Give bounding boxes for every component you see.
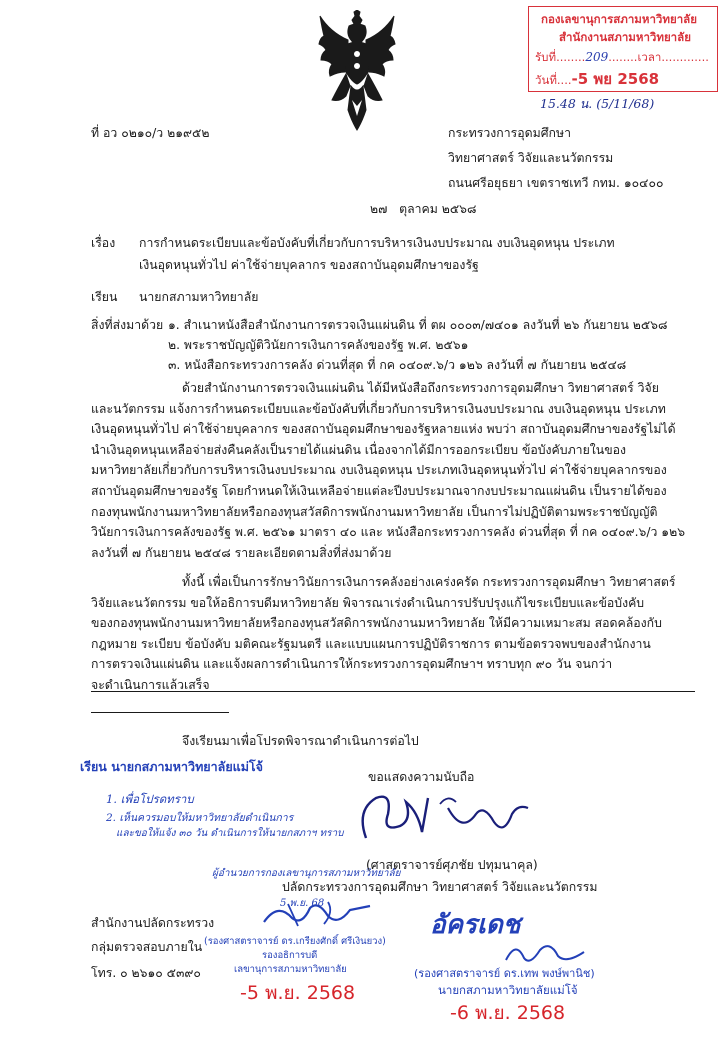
paragraph-line: และนวัตกรรม แจ้งการกำหนดระเบียบและข้อบังคับที่เกี่ยวกับการบริหารเงินงบประมาณ งบเงินอุดหนุน ประเภท — [91, 401, 666, 416]
president-name: (รองศาสตราจารย์ ดร.เทพ พงษ์พานิช) — [414, 967, 595, 980]
paragraph-line: การตรวจเงินแผ่นดิน และแจ้งผลการดำเนินการให้กระทรวงการอุดมศึกษาฯ ทราบทุก ๙๐ วัน จนกว่า — [91, 657, 613, 672]
vice-rector-position-2: เลขานุการสภามหาวิทยาลัย — [234, 964, 347, 975]
annotation-item-1: 1. เพื่อโปรดทราบ — [106, 792, 194, 806]
annotation-item-2b: และขอให้แจ้ง ๓๐ วัน ดำเนินการให้นายกสภาฯ ทราบ — [116, 828, 344, 839]
permanent-secretary-position: ปลัดกระทรวงการอุดมศึกษา วิทยาศาสตร์ วิจัยและนวัตกรรม — [282, 880, 598, 894]
permanent-secretary-signature — [352, 788, 532, 848]
to-label: เรียน — [91, 290, 118, 304]
underline-mark — [91, 691, 695, 692]
stamp-handwritten-time: 15.48 น. (5/11/68) — [540, 96, 655, 111]
permanent-secretary-name: (ศาสตราจารย์ศุภชัย ปทุมนาคุล) — [366, 858, 538, 872]
enclosures-label: สิ่งที่ส่งมาด้วย — [91, 318, 164, 332]
subject-line-1: การกำหนดระเบียบและข้อบังคับที่เกี่ยวกับการบริหารเงินงบประมาณ งบเงินอุดหนุน ประเภท — [139, 236, 615, 250]
body-paragraph-1 — [91, 378, 685, 563]
paragraph-line: ทั้งนี้ เพื่อเป็นการรักษาวินัยการเงินการคลังอย่างเคร่งครัด กระทรวงการอุดมศึกษา วิทยาศาสตร์ — [182, 575, 676, 589]
enclosure-item: ๓. หนังสือกระทรวงการคลัง ด่วนที่สุด ที่ กค ๐๔๐๙.๖/ว ๑๒๖ ลงวันที่ ๗ กันยายน ๒๕๔๘ — [168, 358, 627, 372]
letter-date-day: ๒๗ — [370, 202, 388, 216]
paragraph-line: จะดำเนินการแล้วเสร็จ — [91, 677, 210, 692]
reference-number: ที่ อว ๐๒๑๐/ว ๒๑๙๕๒ — [91, 126, 210, 140]
vice-rector-name: (รองศาสตราจารย์ ดร.เกรียงศักดิ์ ศรีเงินยวง) — [204, 936, 386, 947]
vice-rector-date-stamp: -5 พ.ย. 2568 — [240, 982, 356, 1004]
ministry-line-1: กระทรวงการอุดมศึกษา — [448, 126, 571, 140]
body-paragraph-2 — [91, 572, 675, 696]
vice-rector-position-1: รองอธิการบดี — [262, 950, 318, 961]
annotation-heading: เรียน นายกสภามหาวิทยาลัยแม่โจ้ — [80, 759, 263, 774]
paragraph-line: ของกองทุนพนักงานมหาวิทยาลัยหรือกองทุนสวัสดิการพนักงานมหาวิทยาลัย ให้มีความเหมาะสม สอดคล้องกับ — [91, 616, 662, 631]
annotation-note: ผู้อำนวยการกองเลขานุการสภามหาวิทยาลัย — [212, 868, 401, 879]
garuda-emblem — [318, 10, 396, 132]
enclosure-item: ๑. สำเนาหนังสือสำนักงานการตรวจเงินแผ่นดิน ที่ ตผ ๐๐๐๓/๗๔๐๑ ลงวันที่ ๒๖ กันยายน ๒๕๖๘ — [168, 318, 668, 332]
annotation-date: 5 พ.ย. 68 — [280, 898, 325, 909]
footer-office: สำนักงานปลัดกระทรวง — [91, 916, 215, 930]
enclosure-item: ๒. พระราชบัญญัติวินัยการเงินการคลังของรัฐ พ.ศ. ๒๕๖๑ — [168, 338, 469, 352]
paragraph-line: สถาบันอุดมศึกษาของรัฐ โดยกำหนดให้เงินเหลือจ่ายแต่ละปีงบประมาณจากงบประมาณแผ่นดิน เป็นรายได้ของ — [91, 483, 667, 498]
closing-line: จึงเรียนมาเพื่อโปรดพิจารณาดำเนินการต่อไป — [182, 734, 419, 748]
underline-mark — [91, 712, 229, 713]
paragraph-line: มหาวิทยาลัยเกี่ยวกับการบริหารเงินงบประมาณ งบเงินอุดหนุน ประเภทเงินอุดหนุนทั่วไป ค่าใช้จ่ายบุคลากรของ — [91, 463, 667, 478]
paragraph-line: วินัยการเงินการคลังของรัฐ พ.ศ. ๒๕๖๑ มาตรา ๔๐ และ หนังสือกระทรวงการคลัง ด่วนที่สุด ที่ กค ๐๔๐๙.๖/ว ๑๒๖ — [91, 525, 686, 540]
footer-division: กลุ่มตรวจสอบภายใน — [91, 940, 203, 954]
stamp-date-row: วันที่....-5 พย 2568 — [535, 70, 660, 88]
stamp-receive-row: รับที่........209........เวลา............. — [535, 50, 709, 64]
letter-date — [370, 202, 476, 217]
paragraph-line: ลงวันที่ ๗ กันยายน ๒๕๔๘ รายละเอียดตามสิ่งที่ส่งมาด้วย — [91, 545, 392, 560]
paragraph-line: วิจัยและนวัตกรรม ขอให้อธิการบดีมหาวิทยาลัย พิจารณาเร่งดำเนินการปรับปรุงแก้ไขระเบียบและข้อบังคับ — [91, 595, 645, 610]
subject-label: เรื่อง — [91, 236, 116, 250]
receipt-stamp — [528, 6, 718, 92]
paragraph-line: กองทุนพนักงานมหาวิทยาลัยหรือกองทุนสวัสดิการพนักงานมหาวิทยาลัย เป็นการไม่ปฏิบัติตามพระราชบัญญัติ — [91, 504, 658, 519]
stamp-date-value: -5 พย 2568 — [571, 70, 660, 88]
president-handwriting: อัครเดช — [430, 910, 521, 940]
footer-phone: โทร. ๐ ๒๖๑๐ ๕๓๙๐ — [91, 966, 201, 980]
vice-rector-signature — [258, 896, 378, 930]
ministry-address: ถนนศรีอยุธยา เขตราชเทวี กทม. ๑๐๔๐๐ — [448, 176, 664, 190]
paragraph-line: นำเงินอุดหนุนเหลือจ่ายส่งคืนคลังเป็นรายได้แผ่นดิน เนื่องจากได้มีการออกระเบียบ ข้อบังคับภายในของ — [91, 442, 626, 457]
annotation-item-2a: 2. เห็นควรมอบให้มหาวิทยาลัยดำเนินการ — [106, 812, 294, 824]
stamp-receive-label: รับที่ — [535, 50, 557, 64]
subject-line-2: เงินอุดหนุนทั่วไป ค่าใช้จ่ายบุคลากร ของสถาบันอุดมศึกษาของรัฐ — [139, 258, 479, 272]
president-date-stamp: -6 พ.ย. 2568 — [450, 1002, 566, 1024]
stamp-time-label: เวลา — [637, 50, 662, 64]
paragraph-line: กฎหมาย ระเบียบ ข้อบังคับ มติคณะรัฐมนตรี และแบบแผนการปฏิบัติราชการ ตามข้อตรวจพบของสำนักงาน — [91, 636, 651, 651]
paragraph-line: ด้วยสำนักงานการตรวจเงินแผ่นดิน ได้มีหนังสือถึงกระทรวงการอุดมศึกษา วิทยาศาสตร์ วิจัย — [182, 381, 659, 395]
paragraph-line: เงินอุดหนุนทั่วไป ค่าใช้จ่ายบุคลากร ของสถาบันอุดมศึกษาของรัฐหลายแห่ง พบว่า สถาบันอุดมศึกษาของรัฐไม่ได้ — [91, 422, 676, 437]
president-signature — [500, 936, 590, 966]
stamp-date-label: วันที่ — [535, 73, 557, 87]
respect-phrase: ขอแสดงความนับถือ — [368, 770, 475, 784]
stamp-line-1: กองเลขานุการสภามหาวิทยาลัย — [541, 12, 697, 26]
president-position: นายกสภามหาวิทยาลัยแม่โจ้ — [438, 983, 578, 997]
stamp-line-2: สำนักงานสภามหาวิทยาลัย — [559, 30, 691, 44]
letter-date-rest: ตุลาคม ๒๕๖๘ — [399, 202, 477, 216]
ministry-line-2: วิทยาศาสตร์ วิจัยและนวัตกรรม — [448, 151, 614, 165]
stamp-receive-number: 209 — [585, 50, 609, 64]
to-value: นายกสภามหาวิทยาลัย — [139, 290, 259, 304]
